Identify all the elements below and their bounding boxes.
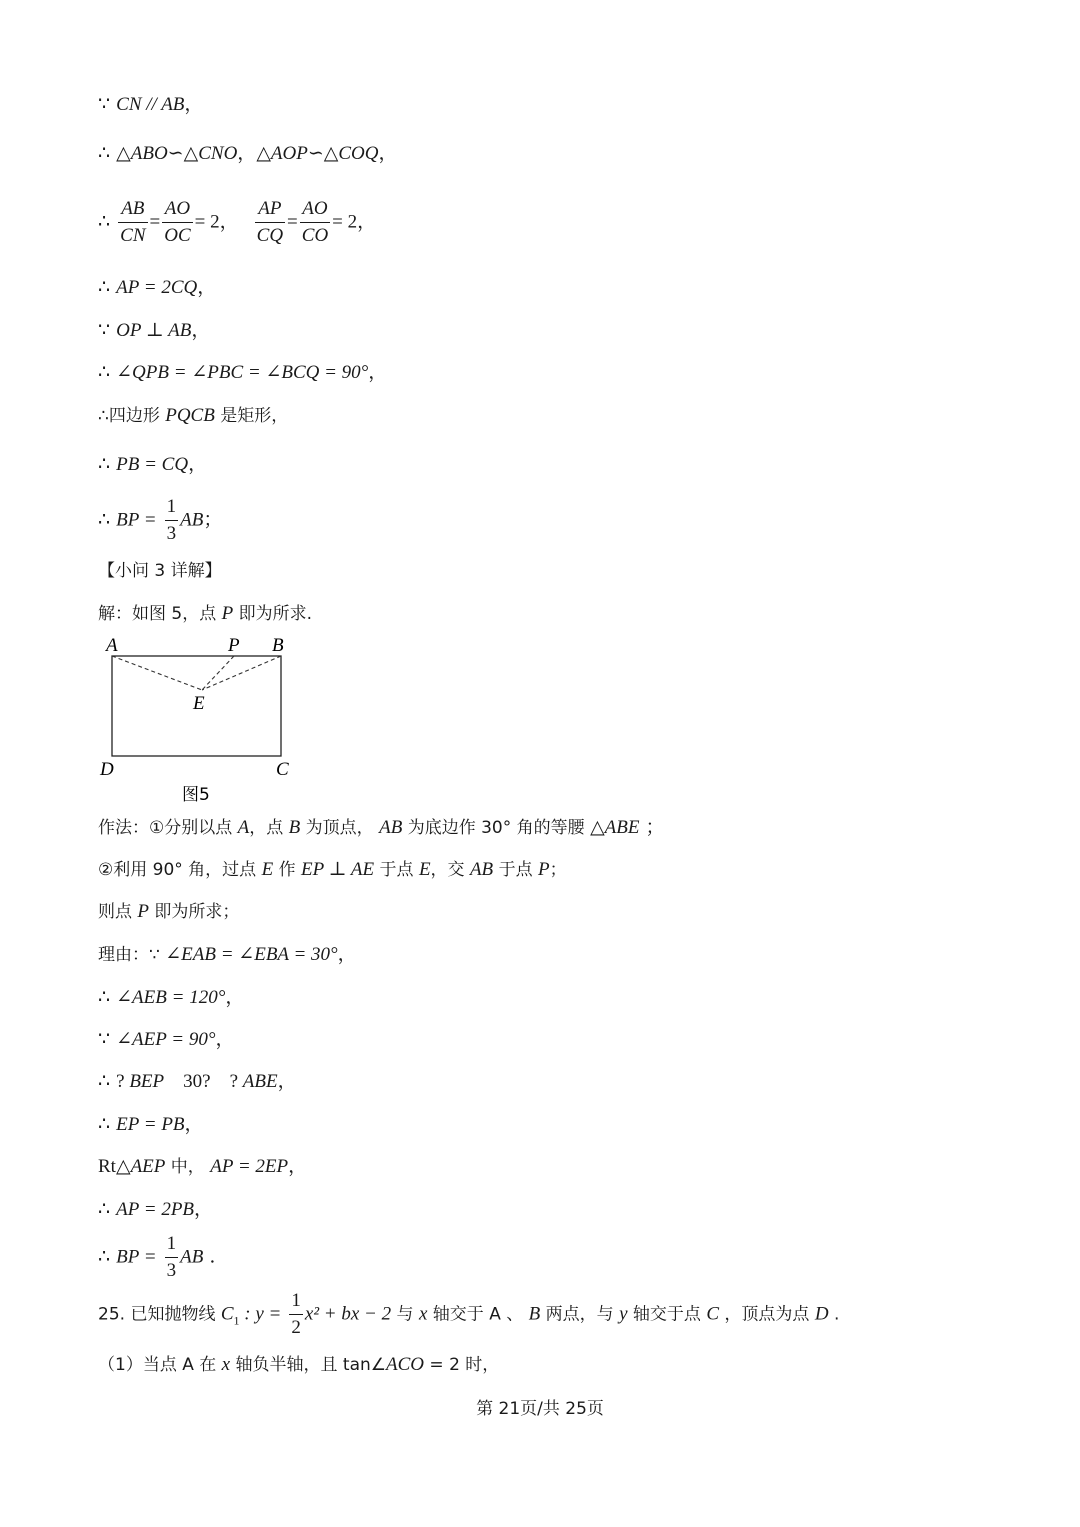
line-11	[98, 601, 312, 626]
equals: =	[287, 211, 298, 233]
fraction	[289, 1288, 303, 1341]
symbol: ∴	[98, 986, 117, 1008]
line-1	[98, 92, 203, 117]
math-expr: CN // AB	[116, 94, 185, 115]
math-expr: BP =	[116, 509, 157, 531]
text: 即为所求.	[233, 604, 313, 624]
denominator: 3	[166, 523, 177, 544]
fraction	[162, 196, 192, 249]
punct: ，	[368, 361, 388, 383]
math-expr: ACO	[386, 1354, 425, 1375]
math-var: P	[221, 603, 234, 624]
line-20	[98, 1154, 307, 1179]
math-expr: Rt△	[98, 1156, 131, 1177]
line-22	[98, 1231, 215, 1284]
text: 于点	[374, 860, 419, 880]
text: 为顶点，	[300, 818, 380, 838]
text: 作法：①分别以点	[98, 818, 238, 838]
numerator: 1	[165, 1231, 179, 1258]
math-expr: AP = 2EP	[210, 1156, 289, 1177]
vertex-label-e: E	[193, 693, 205, 714]
math-expr: ∠QPB = ∠PBC = ∠BCQ = 90°	[116, 362, 369, 383]
math-expr: EP ⊥ AE	[301, 859, 375, 880]
math-expr: ABE	[242, 1071, 278, 1092]
denominator: CO	[301, 225, 329, 246]
text: 轴交于点	[627, 1304, 707, 1325]
punct: ，	[188, 453, 208, 475]
line-18	[98, 1069, 297, 1094]
denominator: CN	[120, 225, 146, 246]
line-21	[98, 1197, 213, 1222]
math-var: E	[261, 859, 274, 880]
line-4	[98, 275, 216, 300]
punct: ，	[184, 1113, 204, 1135]
line-16	[98, 985, 244, 1010]
vertex-label-d: D	[100, 759, 114, 780]
numerator: AO	[162, 196, 192, 223]
math-var: D	[814, 1303, 829, 1325]
line-9	[98, 494, 222, 547]
question-number: 25. 已知抛物线	[98, 1304, 221, 1325]
punct: ，	[191, 319, 211, 341]
symbol: ∴	[98, 1113, 117, 1135]
math-expr: △ABO∽△CNO	[116, 143, 238, 164]
math-expr: EP = PB	[116, 1114, 185, 1135]
math-var: y	[619, 1303, 628, 1325]
text: = 2 时，	[424, 1355, 500, 1375]
math-expr: 30? ?	[164, 1071, 243, 1092]
math-var: x	[418, 1303, 428, 1325]
text: ∴四边形	[98, 406, 166, 426]
symbol: ∴	[98, 1245, 117, 1268]
math-var: B	[288, 817, 301, 838]
symbol: ∴	[98, 142, 117, 164]
line-3	[98, 196, 376, 249]
punct: ；	[203, 508, 223, 531]
math-expr: △AOP∽△COQ	[256, 143, 379, 164]
text: 即为所求；	[149, 902, 240, 922]
line-7	[98, 403, 288, 428]
line-19	[98, 1112, 204, 1137]
punct: ，	[237, 142, 257, 164]
math-var: P	[137, 901, 150, 922]
line-6	[98, 360, 387, 385]
punct: .	[203, 1245, 216, 1268]
symbol: ∴	[98, 453, 117, 475]
text: 作	[273, 860, 302, 880]
fraction	[165, 494, 179, 547]
denominator: OC	[164, 225, 191, 246]
text: 两点，与	[540, 1304, 620, 1325]
punct: ，	[184, 93, 204, 115]
rectangle-diagram	[96, 632, 336, 812]
text: 理由：∵	[98, 945, 166, 965]
denominator: 3	[166, 1260, 177, 1281]
text: ，点	[249, 818, 289, 838]
numerator: 1	[165, 494, 179, 521]
text: 轴负半轴，且 tan∠	[230, 1355, 387, 1375]
subscript: 1	[233, 1313, 240, 1328]
text: 中，	[165, 1157, 211, 1177]
text: .	[828, 1304, 840, 1325]
line-8	[98, 452, 207, 477]
text: 与	[391, 1304, 419, 1325]
vertex-label-c: C	[276, 759, 289, 780]
text: ；	[549, 860, 567, 880]
math-expr: AP = 2CQ	[116, 277, 198, 298]
vertex-label-a: A	[106, 635, 118, 656]
punct: ，	[277, 1070, 297, 1092]
math-var: E	[418, 859, 431, 880]
math-value: = 2，	[332, 211, 377, 233]
numerator: AO	[300, 196, 330, 223]
text: （1）当点 A 在	[98, 1355, 222, 1375]
text: 则点	[98, 902, 138, 922]
symbol: ∴	[98, 1198, 117, 1220]
line-2	[98, 141, 398, 166]
line-5	[98, 318, 210, 343]
symbol: ∴	[98, 361, 117, 383]
math-var: AB	[379, 817, 403, 838]
punct: ，	[225, 986, 245, 1008]
equals: =	[149, 211, 161, 233]
fraction	[255, 196, 285, 249]
text: 为底边作 30° 角的等腰	[402, 818, 591, 838]
text: ，顶点为点	[719, 1304, 815, 1325]
line-14	[98, 899, 239, 924]
math-expr: x² + bx − 2	[304, 1303, 392, 1325]
text: 是矩形，	[214, 406, 289, 426]
vertex-label-b: B	[272, 635, 284, 656]
denominator: CQ	[256, 225, 284, 246]
symbol: ∴	[98, 508, 117, 531]
math-expr: AP = 2PB	[116, 1199, 195, 1220]
vertex-label-p: P	[228, 635, 240, 656]
figure-5	[96, 632, 336, 816]
math-expr: PB = CQ	[116, 454, 189, 475]
line-12	[98, 815, 665, 840]
math-expr: ?	[116, 1071, 130, 1092]
math-expr: OP ⊥ AB	[116, 320, 192, 341]
symbol: ∴	[98, 276, 117, 298]
numerator: AB	[118, 196, 147, 223]
punct: ；	[639, 816, 665, 838]
text: 于点	[493, 860, 538, 880]
symbol: ∵	[98, 319, 117, 341]
text: ②利用 90° 角，过点	[98, 860, 262, 880]
punct: ，	[288, 1155, 308, 1177]
math-expr: AEP	[130, 1156, 166, 1177]
punct: ，	[215, 1028, 235, 1050]
fraction	[165, 1231, 179, 1284]
math-var: x	[221, 1354, 231, 1375]
math-var: P	[537, 859, 550, 880]
math-value: = 2，	[194, 211, 239, 233]
math-expr: ∠AEB = 120°	[116, 987, 226, 1008]
math-expr: BEP	[129, 1071, 165, 1092]
math-expr: AB	[180, 509, 204, 531]
text: 轴交于 A 、	[427, 1304, 529, 1325]
line-13	[98, 857, 567, 882]
punct: ，	[337, 943, 357, 965]
symbol: ∵	[98, 93, 117, 115]
denominator: 2	[291, 1317, 301, 1338]
punct: ，	[194, 1198, 214, 1220]
math-var: B	[528, 1303, 541, 1325]
math-var: C	[220, 1303, 234, 1325]
symbol: ∴	[98, 210, 117, 233]
math-expr: △ABE	[590, 817, 640, 838]
symbol: ∴	[98, 1070, 117, 1092]
symbol: ∵	[98, 1028, 117, 1050]
math-expr: AB	[180, 1246, 204, 1268]
question-25	[98, 1288, 839, 1341]
math-expr: ∠AEP = 90°	[116, 1029, 216, 1050]
line-17	[98, 1027, 234, 1052]
numerator: AP	[255, 196, 285, 223]
math-expr: ∠EAB = ∠EBA = 30°	[165, 944, 338, 965]
line-15	[98, 942, 357, 967]
math-var: C	[706, 1303, 719, 1325]
math-expr: BP =	[116, 1246, 157, 1268]
fraction	[300, 196, 330, 249]
math-var: A	[237, 817, 250, 838]
section-heading: 【小问 3 详解】	[98, 561, 222, 581]
question-25-part-1	[98, 1352, 499, 1377]
punct: ，	[197, 276, 217, 298]
math-expr: : y =	[239, 1303, 282, 1325]
punct: ，	[378, 142, 398, 164]
numerator: 1	[289, 1288, 303, 1315]
text: 解：如图 5，点	[98, 604, 222, 624]
math-expr: PQCB	[165, 405, 215, 426]
fraction	[118, 196, 147, 249]
page-footer: 第 21页/共 25页	[476, 1399, 604, 1419]
figure-caption: 图5	[182, 785, 210, 805]
text: ，交	[430, 860, 470, 880]
math-var: AB	[469, 859, 494, 880]
